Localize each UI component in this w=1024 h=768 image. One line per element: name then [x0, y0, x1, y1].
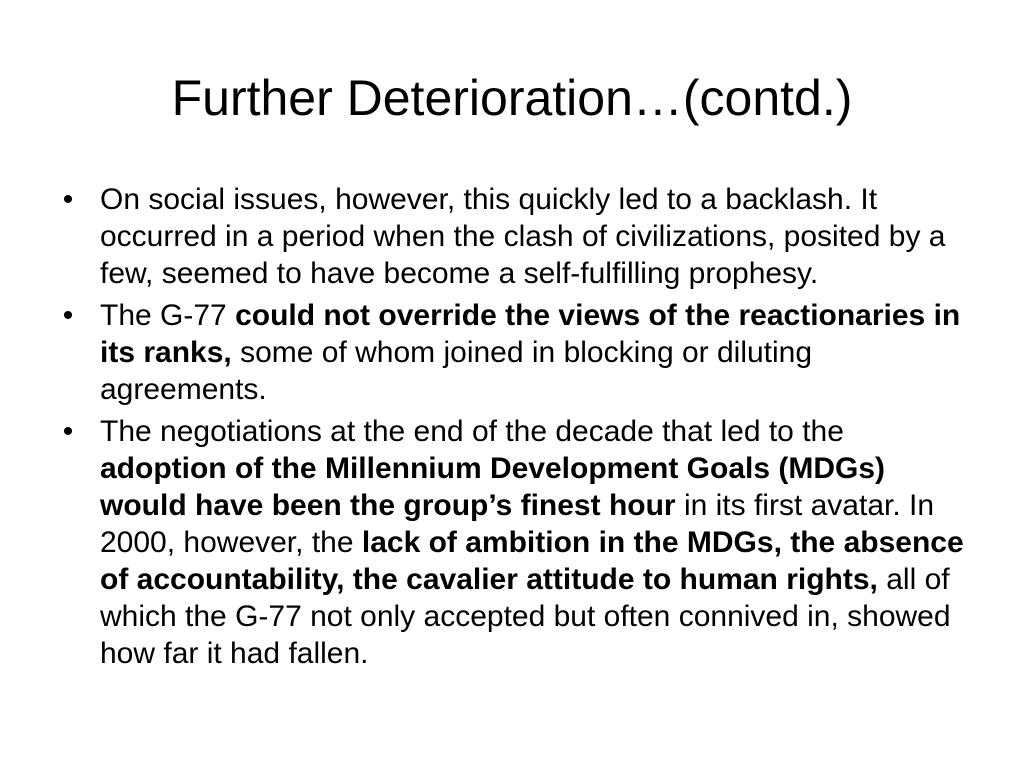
bullet-icon: • [62, 183, 74, 216]
bullet-item [58, 181, 970, 292]
bullet-segment: The negotiations at the end of the decade that led to the [100, 415, 844, 448]
bullet-segment: The G-77 [100, 299, 236, 332]
bullet-list [58, 181, 970, 677]
bullet-text [100, 183, 945, 290]
bullet-segment: in its first avatar. In 2000, however, the [100, 489, 935, 559]
bullet-item [58, 297, 970, 408]
bullet-text [100, 299, 960, 406]
bullet-segment: some of whom joined in blocking or diluting agreements. [100, 336, 813, 406]
bullet-segment: On social issues, however, this quickly led to a backlash. It occurred in a period when the clash of civilizations, posited by a few, seemed to have become a self-fulfilling prophesy. [100, 183, 946, 290]
bullet-segment-bold: adoption of the Millennium Development Goals (MDGs) would have been the group’s finest hour [100, 452, 886, 522]
bullet-item [58, 413, 970, 672]
slide-title: Further Deterioration…(contd.) [171, 70, 853, 126]
bullet-icon: • [62, 299, 74, 332]
bullet-segment: all of which the G-77 not only accepted but often connived in, showed how far it had fallen. [100, 563, 951, 670]
bullet-icon: • [62, 415, 74, 448]
bullet-segment-bold: lack of ambition in the MDGs, the absence of accountability, the cavalier attitude to human rights, [100, 526, 964, 596]
bullet-text [100, 415, 964, 670]
bullet-segment-bold: could not override the views of the reactionaries in its ranks, [100, 299, 961, 369]
